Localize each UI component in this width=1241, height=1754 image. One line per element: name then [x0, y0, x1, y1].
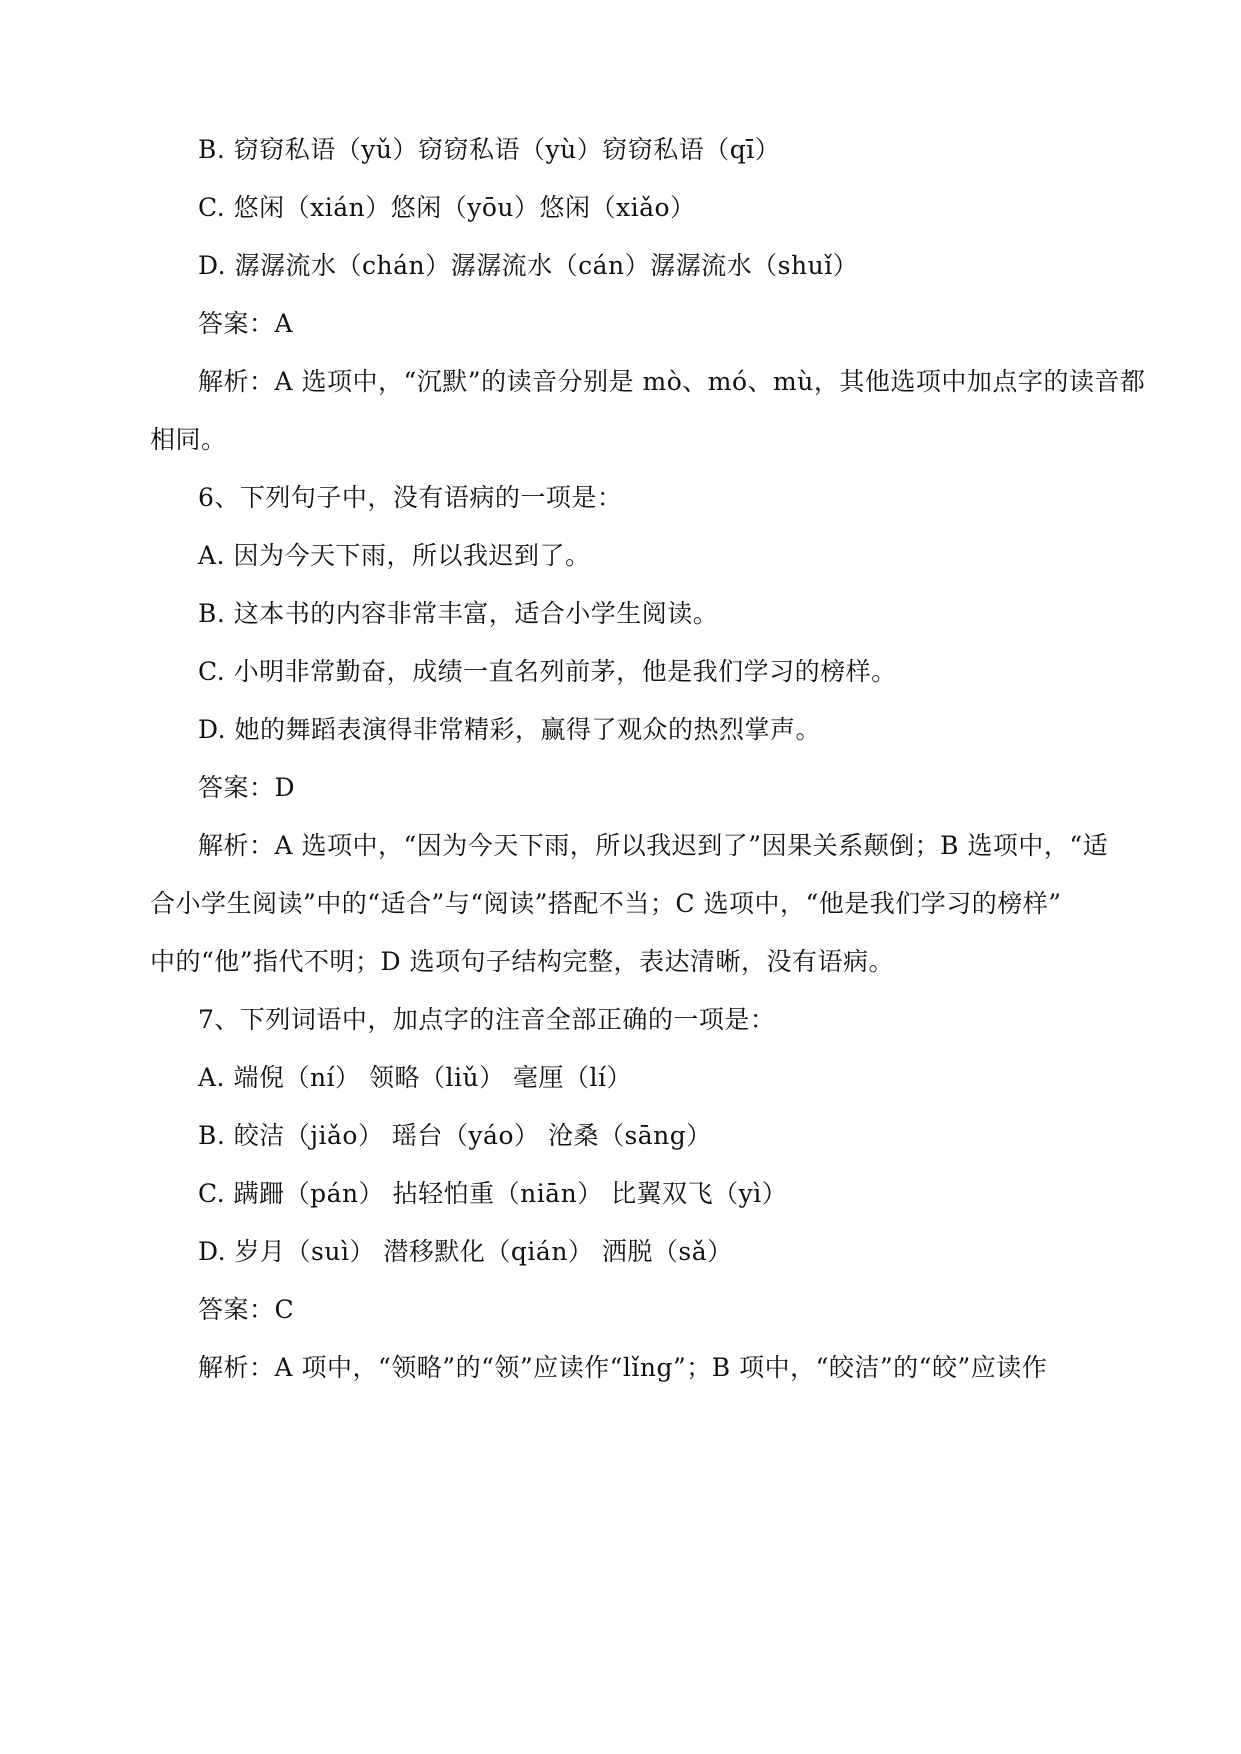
- q5-option-c: C. 悠闲（xián）悠闲（yōu）悠闲（xiǎo）: [198, 193, 696, 222]
- q6-option-d: D. 她的舞蹈表演得非常精彩，赢得了观众的热烈掌声。: [198, 715, 822, 744]
- q5-analysis-line-2: 相同。: [150, 425, 227, 454]
- q6-option-a: A. 因为今天下雨，所以我迟到了。: [198, 541, 591, 570]
- q6-analysis-line-1: 解析：A 选项中，“因为今天下雨，所以我迟到了”因果关系颠倒；B 选项中，“适: [198, 831, 1109, 860]
- q5-analysis-line-1: 解析：A 选项中，“沉默”的读音分别是 mò、mó、mù，其他选项中加点字的读音都: [198, 367, 1146, 396]
- q6-option-c: C. 小明非常勤奋，成绩一直名列前茅，他是我们学习的榜样。: [198, 657, 897, 686]
- q6-analysis-line-2: 合小学生阅读”中的“适合”与“阅读”搭配不当；C 选项中，“他是我们学习的榜样”: [150, 889, 1062, 918]
- q6-question: 6、下列句子中，没有语病的一项是：: [198, 483, 623, 512]
- q5-option-d: D. 潺潺流水（chán）潺潺流水（cán）潺潺流水（shuǐ）: [198, 251, 859, 280]
- q6-option-b: B. 这本书的内容非常丰富，适合小学生阅读。: [198, 599, 719, 628]
- q7-option-b: B. 皎洁（jiǎo） 瑶台（yáo） 沧桑（sāng）: [198, 1121, 712, 1150]
- q5-answer: 答案：A: [198, 309, 294, 338]
- q7-option-a: A. 端倪（ní） 领略（liǔ） 毫厘（lí）: [198, 1063, 633, 1092]
- q5-option-b: B. 窃窃私语（yǔ）窃窃私语（yù）窃窃私语（qī）: [198, 135, 781, 164]
- q7-option-d: D. 岁月（suì） 潜移默化（qián） 洒脱（sǎ）: [198, 1237, 733, 1266]
- q7-option-c: C. 蹒跚（pán） 拈轻怕重（niān） 比翼双飞（yì）: [198, 1179, 788, 1208]
- q6-answer: 答案：D: [198, 773, 296, 802]
- q7-question: 7、下列词语中，加点字的注音全部正确的一项是：: [198, 1005, 776, 1034]
- q7-analysis-line-1: 解析：A 项中，“领略”的“领”应读作“lǐng”；B 项中，“皎洁”的“皎”应读作: [198, 1353, 1048, 1382]
- q6-analysis-line-3: 中的“他”指代不明；D 选项句子结构完整，表达清晰，没有语病。: [150, 947, 895, 976]
- q7-answer: 答案：C: [198, 1295, 295, 1324]
